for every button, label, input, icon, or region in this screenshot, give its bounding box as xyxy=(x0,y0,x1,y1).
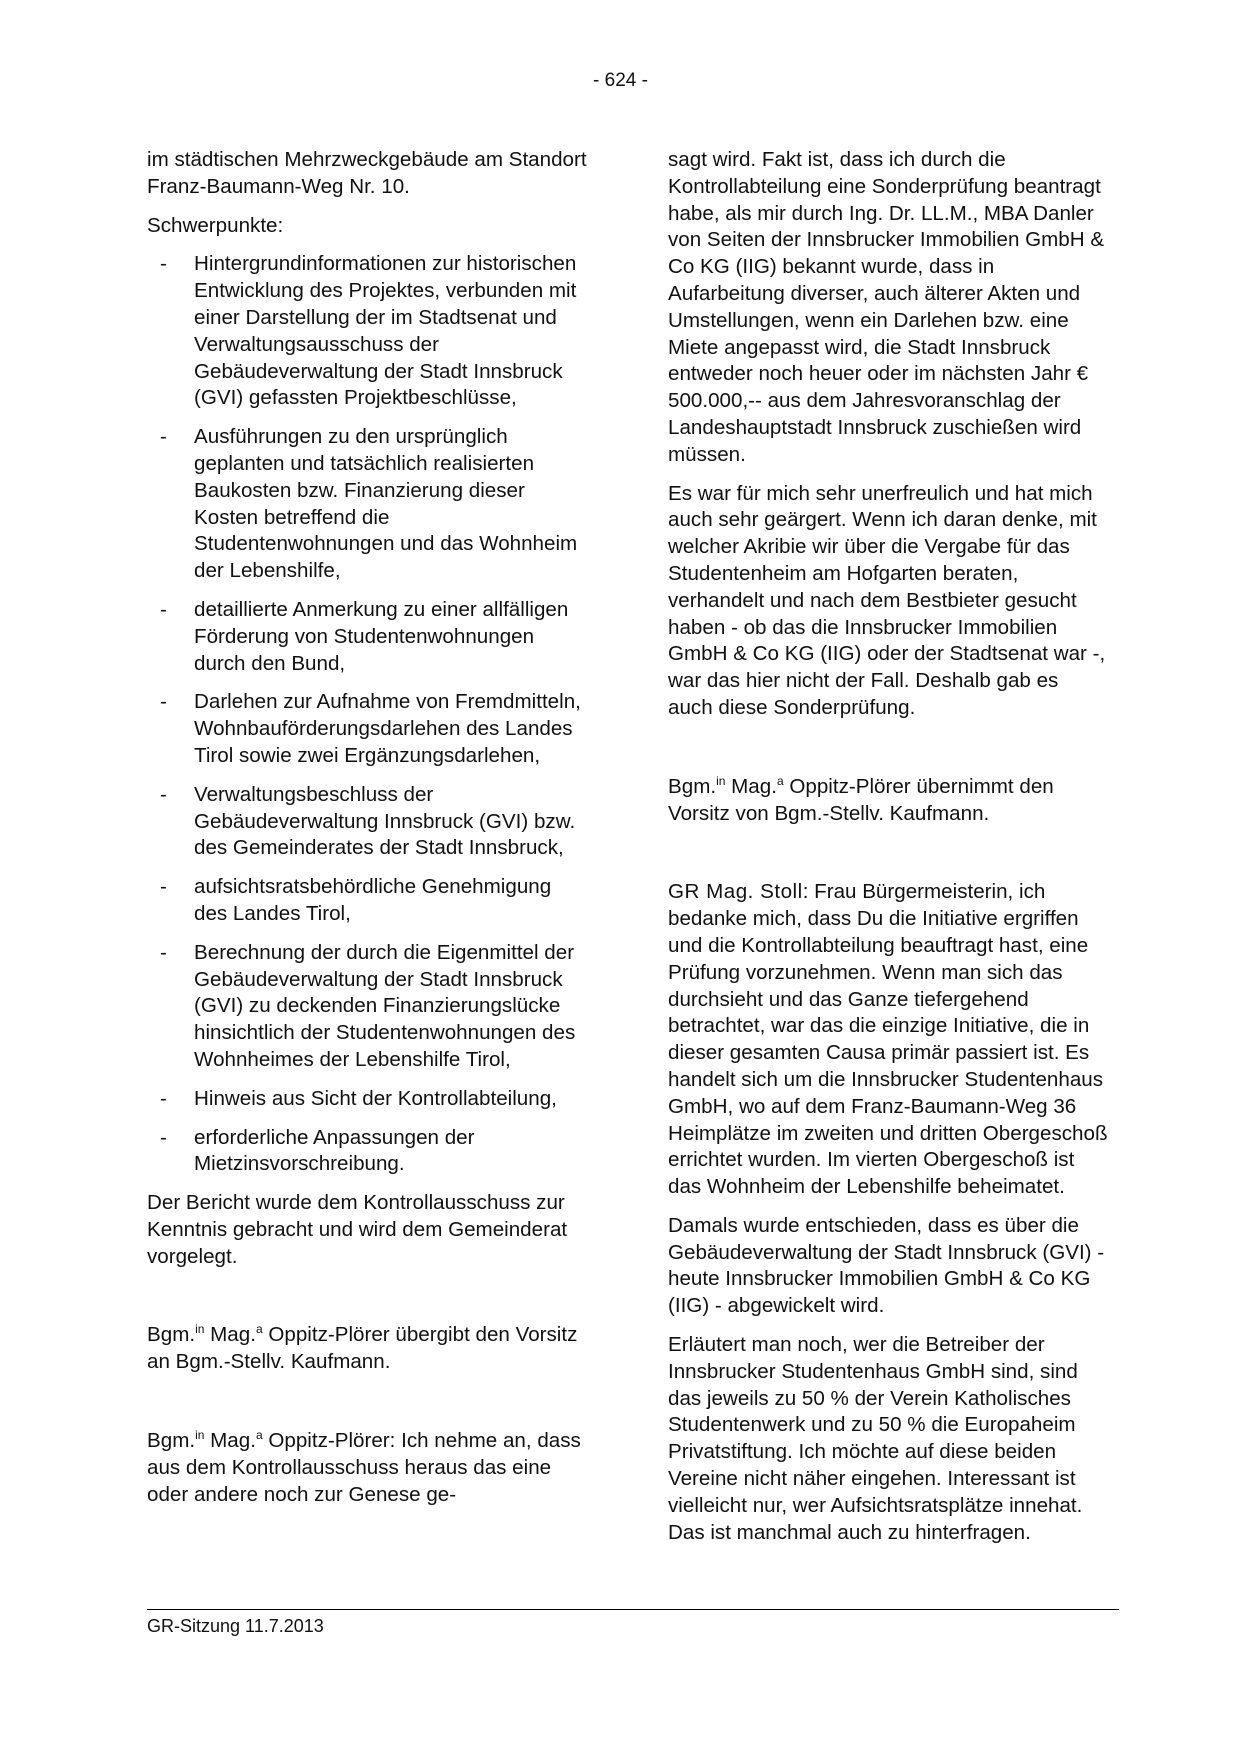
title-sup-in: in xyxy=(195,1428,205,1443)
paragraph-2: Es war für mich sehr unerfreulich und hat mich auch sehr geärgert. Wenn ich daran denke, mit welcher Akribie wir über die Vergabe für das Studentenheim am Hofgarten beraten, verhandelt und nach dem Bestbieter gesucht haben - ob das die Innsbrucker Immobilien GmbH & Co KG (IIG) oder der Stadtsenat war -, war das hier nicht der Fall. Deshalb gab es auch diese Sonderprüfung. xyxy=(668,481,1106,719)
list-item: - detaillierte Anmerkung zu einer allfälligen Förderung von Studentenwohnungen durch den Bund, xyxy=(147,597,587,677)
list-item: - Verwaltungsbeschluss der Gebäudeverwaltung Innsbruck (GVI) bzw. des Gemeinderates der Stadt Innsbruck, xyxy=(147,782,587,862)
mayor-speech-text: Oppitz-Plörer: Ich nehme an, dass aus dem Kontrollausschuss heraus das eine oder andere noch zur Genese ge- xyxy=(147,1429,581,1506)
page-number: - 624 - xyxy=(593,70,648,91)
stoll-speech-paragraph xyxy=(668,879,1108,1201)
intro-paragraph: im städtischen Mehrzweckgebäude am Standort Franz-Baumann-Weg Nr. 10. xyxy=(147,148,587,198)
list-item: - Berechnung der durch die Eigenmittel der Gebäudeverwaltung der Stadt Innsbruck (GVI) zu deckenden Finanzierungslücke hinsichtlich der Studentenwohnungen des Wohnheimes der Lebenshilfe Tirol, xyxy=(147,940,587,1074)
title-sup-in: in xyxy=(195,1322,205,1337)
focus-list xyxy=(147,251,587,1178)
list-item: - Hintergrundinformationen zur historischen Entwicklung des Projektes, verbunden mit einer Darstellung der im Stadtsenat und Verwaltungsausschuss der Gebäudeverwaltung der Stadt Innsbruck (GVI) gefassten Projektbeschlüsse, xyxy=(147,251,587,412)
speaker-name: GR Mag. Stoll xyxy=(668,880,803,904)
paragraph-4: Damals wurde entschieden, dass es über die Gebäudeverwaltung der Stadt Innsbruck (GVI) - heute Innsbrucker Immobilien GmbH & Co KG (IIG) - abgewickelt wird. xyxy=(668,1213,1105,1318)
chair-takeover-text: Oppitz-Plörer übernimmt den Vorsitz von Bgm.-Stellv. Kaufmann. xyxy=(668,774,1054,825)
footer-divider xyxy=(147,1609,1119,1610)
title-sup-a: a xyxy=(776,773,784,788)
title-bgm: Bgm. xyxy=(668,774,717,798)
right-column xyxy=(668,147,1108,1558)
title-sup-a: a xyxy=(255,1428,263,1443)
list-item: - Darlehen zur Aufnahme von Fremdmitteln, Wohnbauförderungsdarlehen des Landes Tirol sowie zwei Ergänzungsdarlehen, xyxy=(147,689,587,769)
title-bgm: Bgm. xyxy=(147,1323,196,1347)
paragraph-5: Erläutert man noch, wer die Betreiber der Innsbrucker Studentenhaus GmbH sind, sind das jeweils zu 50 % der Verein Katholisches Studentenwerk und zu 50 % die Europaheim Privatstiftung. Ich möchte auf diese beiden Vereine nicht näher eingehen. Interessant ist vielleicht nur, wer Aufsichtsratsplätze innehat. Das ist manchmal auch zu hinterfragen. xyxy=(668,1333,1083,1544)
title-sup-in: in xyxy=(716,773,726,788)
title-mag: Mag. xyxy=(204,1429,256,1453)
chair-handover-text: Oppitz-Plörer übergibt den Vorsitz an Bgm.-Stellv. Kaufmann. xyxy=(147,1323,578,1374)
title-bgm: Bgm. xyxy=(147,1429,196,1453)
title-mag: Mag. xyxy=(204,1323,256,1347)
list-item: - Hinweis aus Sicht der Kontrollabteilung, xyxy=(147,1086,587,1113)
stoll-speech-text: : Frau Bürgermeisterin, ich bedanke mich, dass Du die Initiative ergriffen und die Kontrollabteilung beauftragt hast, eine Prüfung vorzunehmen. Wenn man sich das durchsieht und das Ganze tiefergehend betrachtet, war das die einzige Initiative, die in dieser gesamten Causa primär passiert ist. Es handelt sich um die Innsbrucker Studentenhaus GmbH, wo auf dem Franz-Baumann-Weg 36 Heimplätze im zweiten und dritten Obergeschoß errichtet wurden. Im vierten Obergeschoß ist das Wohnheim der Lebenshilfe beheimatet. xyxy=(668,880,1108,1199)
left-column xyxy=(147,147,587,1520)
chair-handover-paragraph xyxy=(147,1322,587,1376)
paragraph-1: sagt wird. Fakt ist, dass ich durch die Kontrollabteilung eine Sonderprüfung beantragt habe, als mir durch Ing. Dr. LL.M., MBA Danler von Seiten der Innsbrucker Immobilien GmbH & Co KG (IIG) bekannt wurde, dass in Aufarbeitung diverser, auch älterer Akten und Umstellungen, wenn ein Darlehen bzw. eine Miete angepasst wird, die Stadt Innsbruck entweder noch heuer oder im nächsten Jahr € 500.000,-- aus dem Jahresvoranschlag der Landeshauptstadt Innsbruck zuschießen wird müssen. xyxy=(668,148,1105,466)
list-item: - Ausführungen zu den ursprünglich geplanten und tatsächlich realisierten Baukosten bzw. Finanzierung dieser Kosten betreffend die Studentenwohnungen und das Wohnheim der Lebenshilfe, xyxy=(147,424,587,585)
list-item: - aufsichtsratsbehördliche Genehmigung des Landes Tirol, xyxy=(147,874,587,928)
footer-text: GR-Sitzung 11.7.2013 xyxy=(147,1616,324,1636)
list-item: - erforderliche Anpassungen der Mietzinsvorschreibung. xyxy=(147,1125,587,1179)
report-paragraph: Der Bericht wurde dem Kontrollausschuss zur Kenntnis gebracht und wird dem Gemeinderat vorgelegt. xyxy=(147,1191,568,1268)
chair-takeover-paragraph xyxy=(668,774,1108,828)
title-mag: Mag. xyxy=(725,774,777,798)
section-heading: Schwerpunkte: xyxy=(147,213,284,237)
title-sup-a: a xyxy=(255,1322,263,1337)
mayor-speech-paragraph xyxy=(147,1428,587,1508)
